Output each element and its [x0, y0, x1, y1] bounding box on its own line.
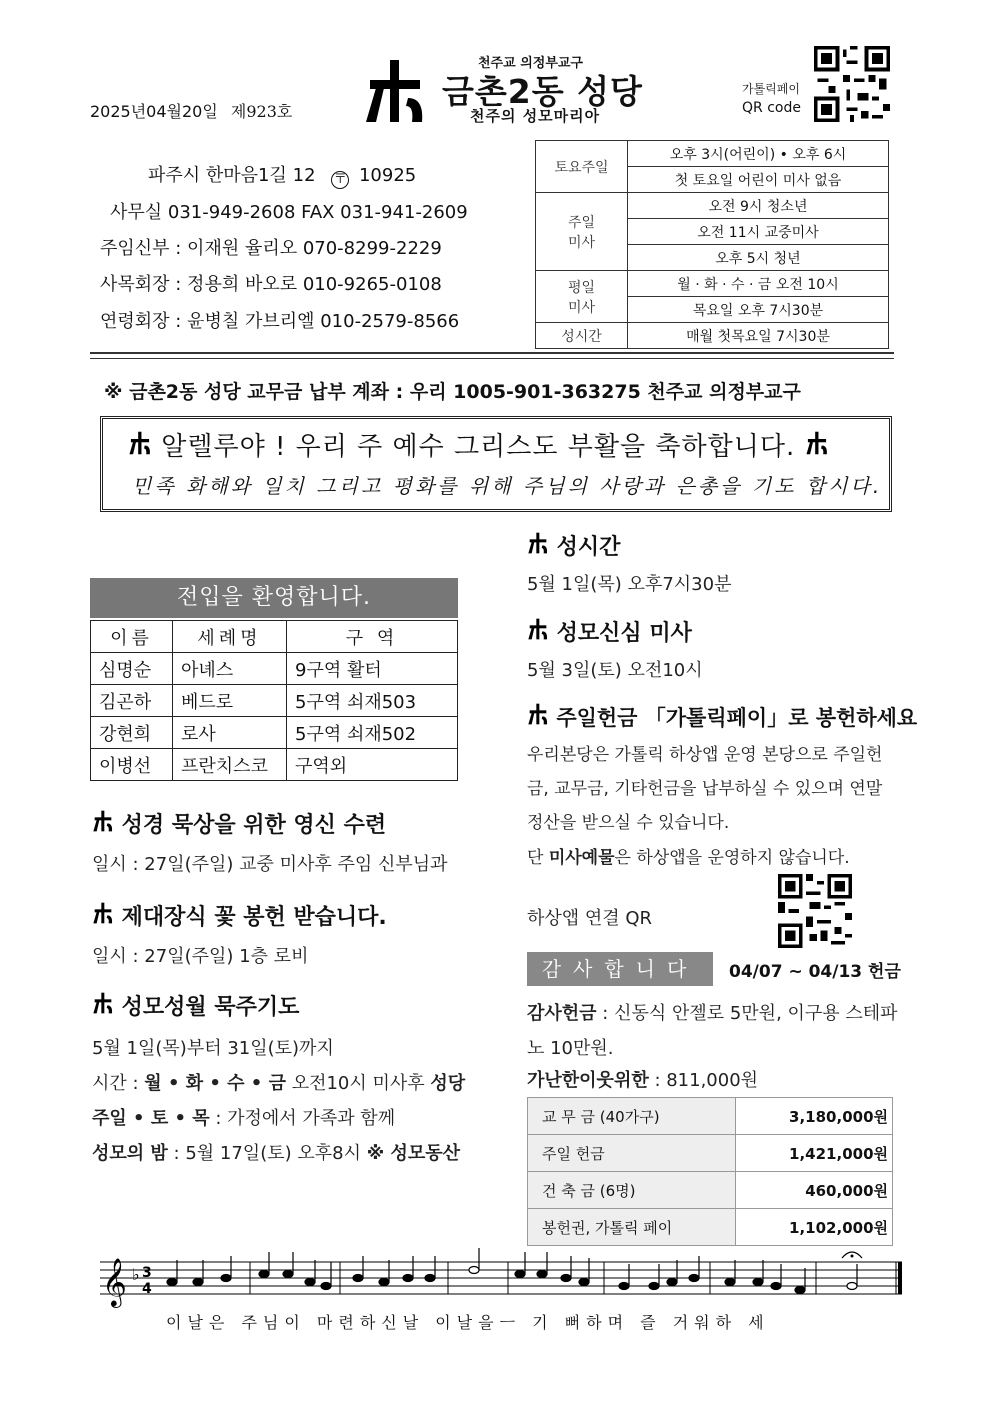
schedule-cell: 오전 11시 교중미사: [628, 219, 889, 245]
text: 성당: [430, 1073, 466, 1094]
table-cell: 5구역 쇠재503: [287, 685, 458, 717]
table-cell: 3,180,000원: [736, 1098, 893, 1135]
text: 가난한이웃위한: [527, 1070, 649, 1091]
holy-hour-info: 5월 1일(목) 오후7시30분: [527, 574, 732, 595]
section-title-text: 성모성월 묵주기도: [121, 995, 300, 1020]
schedule-cell: 첫 토요일 어린이 미사 없음: [628, 167, 889, 193]
table-row: [91, 685, 458, 717]
catholic-pay-line: 금, 교무금, 기타헌금을 납부하실 수 있으며 연말: [527, 779, 883, 799]
column-header: 이름: [91, 621, 173, 653]
song-lyrics: 이날은 주님이 마련하신날 이날을ㅡ 기 뻐하며 즐 거워하 세: [166, 1313, 770, 1332]
section-title-catholic-pay: [527, 702, 917, 732]
text: ※ 성모동산: [366, 1143, 461, 1164]
parish-cross-logo: [362, 58, 428, 124]
time-sig-top: 3: [142, 1265, 152, 1281]
table-row: [536, 141, 889, 167]
rosary-night: [92, 1139, 460, 1165]
divider: [90, 358, 894, 359]
label-line: 평일: [567, 279, 596, 296]
cross-icon: [805, 431, 829, 462]
divider: [90, 352, 894, 354]
table-cell: 1,102,000원: [736, 1209, 893, 1246]
svg-text:♭: ♭: [132, 1265, 140, 1284]
catholic-pay-qr-code[interactable]: [814, 46, 890, 122]
text: 성모의 밤: [92, 1143, 168, 1164]
diocese-name: 천주교 의정부교구: [478, 56, 583, 71]
table-row: [91, 653, 458, 685]
text: 은 하상앱을 운영하지 않습니다.: [614, 848, 850, 868]
section-title-flowers: [92, 900, 387, 931]
table-row: [536, 323, 889, 349]
schedule-label: [536, 271, 628, 323]
hasang-app-qr-code[interactable]: [778, 874, 852, 948]
section-title-holy-hour: [527, 530, 620, 561]
table-cell: 1,421,000원: [736, 1135, 893, 1172]
text: : 신동식 안젤로 5만원, 이구용 스테파: [596, 1003, 898, 1024]
table-cell: 심명순: [91, 653, 173, 685]
label-line: 주일: [567, 214, 596, 231]
table-cell: 교 무 금 (40가구): [528, 1098, 736, 1135]
label-line: 미사: [567, 234, 596, 251]
welcome-table: [90, 620, 458, 781]
catholic-pay-line: 우리본당은 가톨릭 하상앱 운영 본당으로 주일헌: [527, 745, 883, 765]
issue-number: 제923호: [230, 102, 293, 121]
council-contact: 사목회장 : 정용희 바오로 010-9265-0108: [100, 274, 442, 295]
table-header-row: [91, 621, 458, 653]
text: 주일 • 토 • 목: [92, 1108, 210, 1129]
welcome-title: 전입을 환영합니다.: [90, 578, 458, 618]
thanks-offering-cont: 노 10만원.: [527, 1038, 614, 1059]
thanks-offering: [527, 999, 898, 1025]
table-cell: 주일 헌금: [528, 1135, 736, 1172]
table-cell: 베드로: [173, 685, 287, 717]
banner-subtitle: 민족 화해와 일치 그리고 평화를 위해 주님의 사랑과 은총을 기도 합시다.: [132, 474, 883, 498]
banner-title: [128, 426, 829, 463]
schedule-cell: 오후 5시 청년: [628, 245, 889, 271]
section-title-retreat: [92, 808, 386, 839]
pay-label: 가톨릭페이: [742, 82, 800, 96]
table-row: [528, 1172, 893, 1209]
text: : 가정에서 가족과 함께: [209, 1108, 396, 1129]
catholic-pay-line: 정산을 받으실 수 있습니다.: [527, 813, 730, 833]
cross-icon: [527, 532, 549, 560]
svg-text:𝄞: 𝄞: [102, 1257, 127, 1306]
section-title-text: 성모신심 미사: [556, 621, 692, 646]
text: 미사예물: [548, 848, 615, 868]
section-title-text: 성시간: [556, 535, 621, 560]
time-sig-bottom: 4: [142, 1281, 152, 1297]
offering-table: [527, 1097, 893, 1246]
table-cell: 강현희: [91, 717, 173, 749]
schedule-cell: 매월 첫목요일 7시30분: [628, 323, 889, 349]
date-text: 2025년04월20일: [90, 102, 218, 121]
column-header: 세례명: [173, 621, 287, 653]
app-qr-label: 하상앱 연결 QR: [527, 908, 653, 929]
schedule-cell: 월 · 화 · 수 · 금 오전 10시: [628, 271, 889, 297]
schedule-label: 토요주일: [536, 141, 628, 193]
table-cell: 9구역 활터: [287, 653, 458, 685]
address-text: 파주시 한마음1길 12: [148, 165, 316, 186]
parish-name: 금촌2동 성당: [442, 72, 643, 111]
address: [148, 161, 416, 189]
schedule-cell: 목요일 오후 7시30분: [628, 297, 889, 323]
cross-icon: [92, 992, 114, 1020]
funeral-contact: 연령회장 : 윤병칠 가브리엘 010-2579-8566: [100, 311, 460, 332]
poor-offering: [527, 1066, 758, 1092]
retreat-info: 일시 : 27일(주일) 교중 미사후 주임 신부님과: [92, 854, 448, 875]
patron-name: 천주의 성모마리아: [470, 107, 601, 125]
table-row: [91, 749, 458, 781]
text: 감사헌금: [527, 1003, 597, 1024]
rosary-time: [92, 1069, 465, 1095]
mass-schedule-table: [535, 140, 889, 349]
table-row: [528, 1135, 893, 1172]
section-title-text: 주일헌금 「가톨릭페이」로 봉헌하세요: [556, 706, 918, 730]
flowers-info: 일시 : 27일(주일) 1층 로비: [92, 946, 309, 967]
table-cell: 프란치스코: [173, 749, 287, 781]
text: 오전10시 미사후: [285, 1073, 431, 1094]
text: 시간 :: [92, 1073, 145, 1094]
table-cell: 아녜스: [173, 653, 287, 685]
table-row: [91, 717, 458, 749]
table-row: [536, 271, 889, 297]
postal-code: 10925: [358, 165, 417, 186]
banner-line1: 알렐루야 ! 우리 주 예수 그리스도 부활을 축하합니다.: [161, 432, 796, 462]
cross-icon: [92, 902, 114, 930]
section-title-rosary: [92, 990, 299, 1021]
table-cell: 5구역 쇠재502: [287, 717, 458, 749]
issue-date: [90, 99, 292, 122]
thanks-range: 04/07 ~ 04/13 헌금: [729, 962, 901, 982]
text: : 5월 17일(토) 오후8시: [167, 1143, 367, 1164]
table-cell: 봉헌권, 가톨릭 페이: [528, 1209, 736, 1246]
office-phone: 사무실 031-949-2608 FAX 031-941-2609: [110, 202, 468, 223]
rosary-period: 5월 1일(목)부터 31일(토)까지: [92, 1038, 334, 1059]
cross-icon: [527, 703, 549, 730]
table-cell: 460,000원: [736, 1172, 893, 1209]
cross-icon: [92, 810, 114, 838]
account-info: ※ 금촌2동 성당 교무금 납부 계좌 : 우리 1005-901-363275 천주교 의정부교구: [104, 381, 801, 403]
pastor-contact: 주임신부 : 이재원 율리오 070-8299-2229: [100, 238, 442, 259]
qr-label: QR code: [742, 100, 801, 116]
table-row: [528, 1209, 893, 1246]
marian-mass-info: 5월 3일(토) 오전10시: [527, 660, 703, 681]
table-row: [536, 193, 889, 219]
table-cell: 건 축 금 (6명): [528, 1172, 736, 1209]
table-cell: 구역외: [287, 749, 458, 781]
section-title-marian-mass: [527, 616, 692, 647]
text: : 811,000원: [648, 1070, 759, 1091]
section-title-text: 제대장식 꽃 봉헌 받습니다.: [121, 905, 387, 930]
postal-mark-icon: 〒: [331, 171, 349, 189]
schedule-cell: 오후 3시(어린이) • 오후 6시: [628, 141, 889, 167]
label-line: 미사: [567, 299, 596, 316]
table-cell: 김곤하: [91, 685, 173, 717]
catholic-pay-line: [527, 843, 850, 868]
table-cell: 로사: [173, 717, 287, 749]
thanks-bar: 감사합니다: [527, 952, 713, 986]
section-title-text: 성경 묵상을 위한 영신 수련: [121, 813, 387, 838]
cross-icon: [128, 431, 152, 462]
schedule-label: 성시간: [536, 323, 628, 349]
table-cell: 이병선: [91, 749, 173, 781]
schedule-cell: 오전 9시 청소년: [628, 193, 889, 219]
table-row: [528, 1098, 893, 1135]
rosary-home: [92, 1104, 395, 1130]
text: 단: [527, 848, 549, 868]
schedule-label: [536, 193, 628, 271]
column-header: 구 역: [287, 621, 458, 653]
text: 월 • 화 • 수 • 금: [144, 1073, 286, 1094]
cross-icon: [527, 618, 549, 646]
